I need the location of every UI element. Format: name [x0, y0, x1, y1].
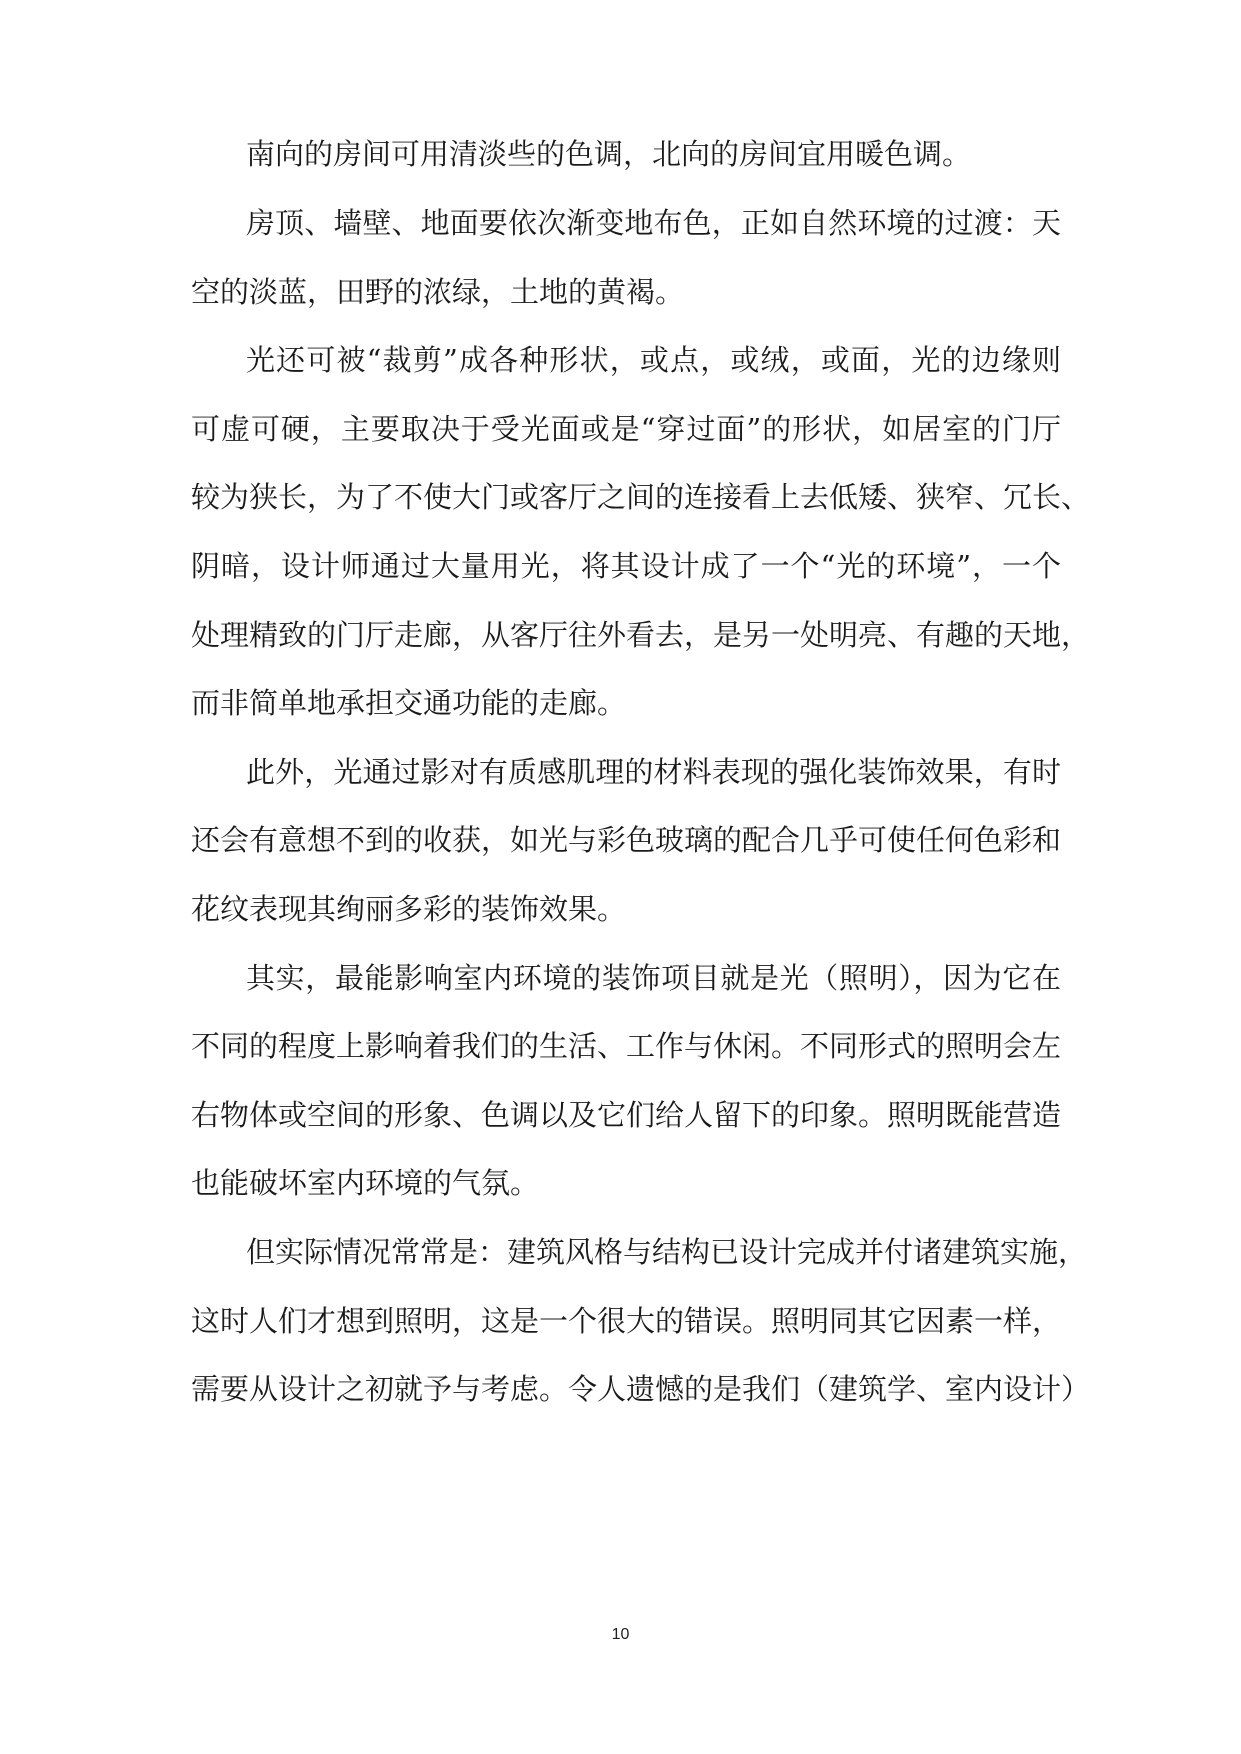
- paragraph-5-line-2: 不同的程度上影响着我们的生活、工作与休闲。不同形式的照明会左: [191, 1029, 1062, 1063]
- paragraph-3-line-4: 阴暗，设计师通过大量用光，将其设计成了一个“光的环境”，一个: [191, 549, 1061, 583]
- paragraph-4-line-1: 此外，光通过影对有质感肌理的材料表现的强化装饰效果，有时: [246, 755, 1061, 789]
- paragraph-3-line-3: 较为狭长，为了不使大门或客厅之间的连接看上去低矮、狭窄、冗长、: [191, 480, 1091, 514]
- paragraph-6-line-3: 需要从设计之初就予与考虑。令人遗憾的是我们（建筑学、室内设计）: [191, 1372, 1091, 1406]
- paragraph-3-line-1: 光还可被“裁剪”成各种形状，或点，或绒，或面，光的边缘则: [246, 343, 1061, 377]
- paragraph-6-line-2: 这时人们才想到照明，这是一个很大的错误。照明同其它因素一样，: [191, 1304, 1062, 1338]
- paragraph-4-line-2: 还会有意想不到的收获，如光与彩色玻璃的配合几乎可使任何色彩和: [191, 823, 1062, 857]
- paragraph-2-line-2: 空的淡蓝，田野的浓绿，土地的黄褐。: [191, 275, 685, 309]
- paragraph-6-line-1: 但实际情况常常是：建筑风格与结构已设计完成并付诸建筑实施，: [246, 1235, 1088, 1269]
- paragraph-3-line-6: 而非简单地承担交通功能的走廊。: [191, 686, 627, 720]
- paragraph-3-line-5: 处理精致的门厅走廊，从客厅往外看去，是另一处明亮、有趣的天地，: [191, 618, 1091, 652]
- paragraph-5-line-1: 其实，最能影响室内环境的装饰项目就是光（照明），因为它在: [246, 961, 1061, 995]
- paragraph-3-line-2: 可虚可硬，主要取决于受光面或是“穿过面”的形状，如居室的门厅: [191, 412, 1061, 446]
- paragraph-5-line-4: 也能破坏室内环境的气氛。: [191, 1166, 540, 1200]
- paragraph-5-line-3: 右物体或空间的形象、色调以及它们给人留下的印象。照明既能营造: [191, 1098, 1062, 1132]
- paragraph-1-line-1: 南向的房间可用清淡些的色调，北向的房间宜用暖色调。: [246, 137, 972, 171]
- paragraph-4-line-3: 花纹表现其绚丽多彩的装饰效果。: [191, 892, 627, 926]
- page-number: 10: [611, 1626, 630, 1643]
- paragraph-2-line-1: 房顶、墙壁、地面要依次渐变地布色，正如自然环境的过渡：天: [246, 206, 1061, 240]
